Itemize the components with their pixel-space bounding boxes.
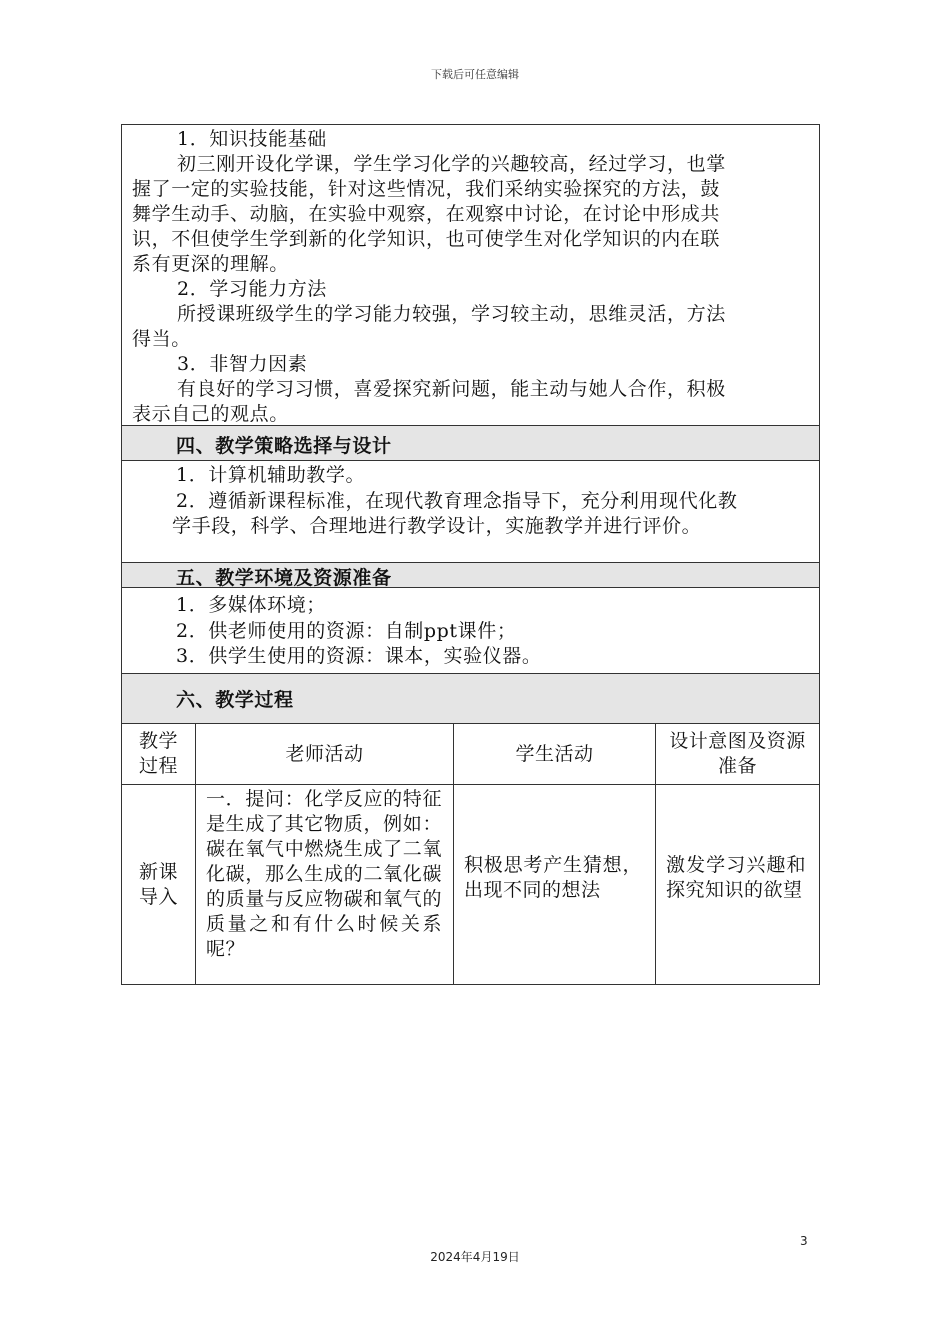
list-item: 2．供老师使用的资源：自制ppt课件； bbox=[176, 620, 517, 642]
section-6-heading-bar bbox=[121, 673, 820, 723]
paragraph-line: 系有更深的理解。 bbox=[132, 253, 289, 275]
teaching-process-table bbox=[121, 723, 820, 985]
paragraph-line: 有良好的学习习惯，喜爱探究新问题，能主动与她人合作，积极 bbox=[177, 378, 726, 400]
paragraph-line: 握了一定的实验技能，针对这些情况，我们采纳实验探究的方法，鼓 bbox=[132, 178, 721, 200]
table-row bbox=[122, 785, 820, 985]
cell-teacher-activity: 一．提问：化学反应的特征是生成了其它物质，例如：碳在氧气中燃烧生成了二氧化碳，那么生成的二氧化碳的质量与反应物碳和氧气的质量之和有什么时候关系呢？ bbox=[196, 785, 454, 985]
paragraph-line: 所授课班级学生的学习能力较强，学习较主动，思维灵活，方法 bbox=[177, 303, 726, 325]
list-item-continued: 学手段，科学、合理地进行教学设计，实施教学并进行评价。 bbox=[172, 515, 702, 537]
learner-analysis-section bbox=[121, 124, 820, 425]
page-header: 下载后可任意编辑 bbox=[431, 68, 519, 81]
list-item: 1．计算机辅助教学。 bbox=[176, 464, 366, 486]
header-cell-teacher: 老师活动 bbox=[196, 724, 454, 785]
section-4-heading-bar bbox=[121, 425, 820, 461]
header-cell-student: 学生活动 bbox=[454, 724, 656, 785]
section-4-body bbox=[121, 461, 820, 562]
header-cell-stage: 教学过程 bbox=[122, 724, 196, 785]
footer-date: 2024年4月19日 bbox=[430, 1250, 520, 1264]
list-item: 2．遵循新课程标准，在现代教育理念指导下，充分利用现代化教 bbox=[176, 490, 738, 512]
cell-design-intent: 激发学习兴趣和探究知识的欲望 bbox=[656, 785, 820, 985]
section-5-heading: 五、教学环境及资源准备 bbox=[176, 567, 392, 589]
section-6-heading: 六、教学过程 bbox=[176, 689, 294, 711]
paragraph-line: 初三刚开设化学课，学生学习化学的兴趣较高，经过学习，也掌 bbox=[177, 153, 726, 175]
table-header-row bbox=[122, 724, 820, 785]
paragraph-line: 表示自己的观点。 bbox=[132, 403, 289, 425]
subheading-knowledge-skills: 1．知识技能基础 bbox=[177, 128, 327, 150]
list-item: 3．供学生使用的资源：课本，实验仪器。 bbox=[176, 645, 542, 667]
cell-student-activity: 积极思考产生猜想，出现不同的想法 bbox=[454, 785, 656, 985]
section-5-heading-bar bbox=[121, 562, 820, 588]
cell-stage: 新课导入 bbox=[122, 785, 196, 985]
section-5-body bbox=[121, 588, 820, 673]
subheading-learning-ability: 2．学习能力方法 bbox=[177, 278, 327, 300]
paragraph-line: 舞学生动手、动脑，在实验中观察，在观察中讨论，在讨论中形成共 bbox=[132, 203, 721, 225]
paragraph-line: 识，不但使学生学到新的化学知识，也可使学生对化学知识的内在联 bbox=[132, 228, 721, 250]
header-cell-intent: 设计意图及资源准备 bbox=[656, 724, 820, 785]
page-number: 3 bbox=[800, 1234, 808, 1248]
section-4-heading: 四、教学策略选择与设计 bbox=[176, 435, 392, 457]
paragraph-line: 得当。 bbox=[132, 328, 191, 350]
list-item: 1．多媒体环境； bbox=[176, 594, 326, 616]
subheading-non-intellectual: 3．非智力因素 bbox=[177, 353, 308, 375]
